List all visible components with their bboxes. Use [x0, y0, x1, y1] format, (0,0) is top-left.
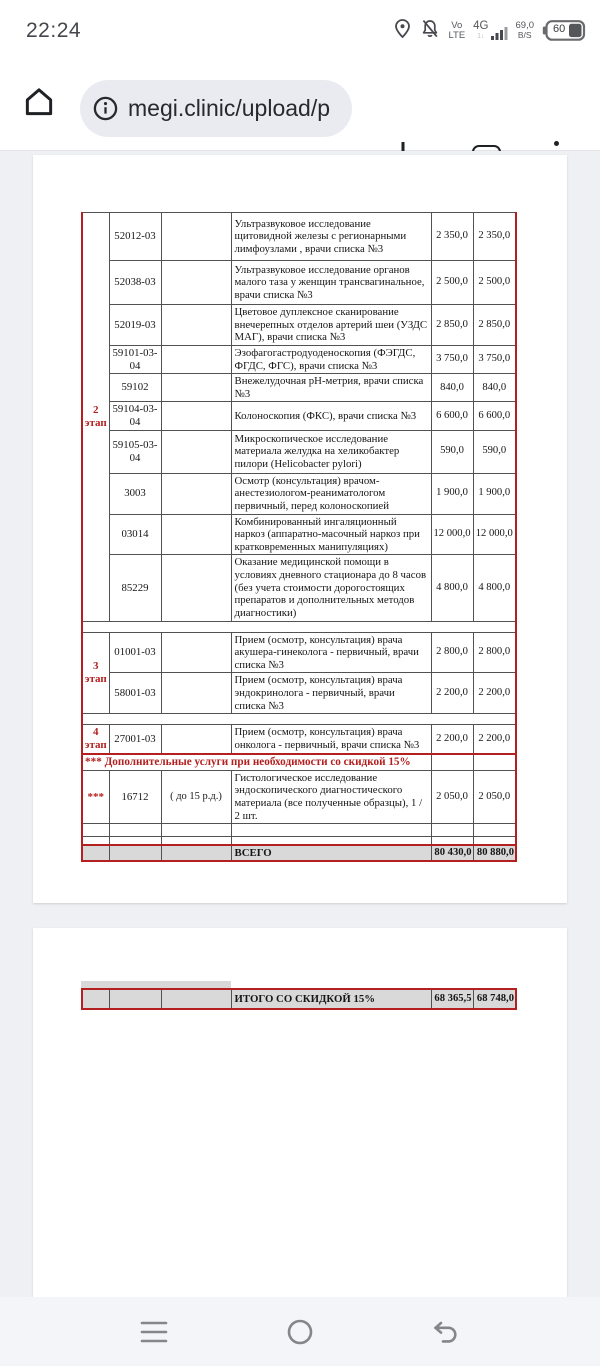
additional-services-note: *** Дополнительные услуги при необходимости со скидкой 15% — [82, 754, 431, 771]
price-cell: 4 800,0 — [431, 555, 473, 621]
doc-table-row — [82, 430, 516, 473]
discount-total-table — [81, 988, 517, 1010]
web-content — [0, 151, 600, 1297]
total-price-cell: 80 880,0 — [473, 845, 516, 862]
summary-empty-cell — [161, 989, 231, 1009]
volte-indicator: Vo LTE — [448, 19, 466, 41]
summary-empty-cell — [82, 989, 109, 1009]
doc-table-row — [82, 305, 516, 346]
spacer-row-cell — [82, 714, 516, 725]
price-cell: 2 850,0 — [431, 305, 473, 346]
total-price-cell: 80 430,0 — [431, 845, 473, 862]
summary-price-cell: 68 365,5 — [431, 989, 473, 1009]
note-cell — [161, 430, 231, 473]
back-button[interactable] — [430, 1317, 462, 1347]
price-cell: 2 500,0 — [431, 261, 473, 305]
stage-cell: *** — [82, 770, 109, 824]
desc-cell: Осмотр (консультация) врачом-анестезиологом-реаниматологом первичный, перед колоноскопией — [231, 473, 431, 514]
spacer-row-cell — [82, 621, 516, 632]
price-cell: 590,0 — [431, 430, 473, 473]
code-cell: 27001-03 — [109, 725, 161, 754]
price-cell: 3 750,0 — [473, 345, 516, 373]
doc-table-row — [82, 261, 516, 305]
price-cell: 2 050,0 — [431, 770, 473, 824]
note-cell — [161, 473, 231, 514]
desc-cell: Прием (осмотр, консультация) врача онколога - первичный, врачи списка №3 — [231, 725, 431, 754]
note-cell — [161, 345, 231, 373]
empty-cell — [473, 824, 516, 837]
code-cell: 52012-03 — [109, 213, 161, 261]
desc-cell: Комбинированный ингаляционный наркоз (аппаратно-масочный наркоз при кратковременных манипуляциях) — [231, 514, 431, 555]
price-cell: 2 050,0 — [473, 770, 516, 824]
summary-label-cell: ИТОГО СО СКИДКОЙ 15% — [231, 989, 431, 1009]
price-cell: 2 200,0 — [431, 673, 473, 714]
empty-cell — [473, 837, 516, 845]
desc-cell: Цветовое дуплексное сканирование внечерепных отделов артерий шеи (УЗДС МАГ), врачи списка №3 — [231, 305, 431, 346]
total-empty-cell — [82, 845, 109, 862]
desc-cell: Прием (осмотр, консультация) врача эндокринолога - первичный, врачи списка №3 — [231, 673, 431, 714]
desc-cell: Колоноскопия (ФКС), врачи списка №3 — [231, 402, 431, 430]
desc-cell: Ультразвуковое исследование щитовидной железы с регионарными лимфоузлами , врачи списка №3 — [231, 213, 431, 261]
empty-cell — [431, 837, 473, 845]
price-cell: 4 800,0 — [473, 555, 516, 621]
empty-cell — [231, 824, 431, 837]
url-text: megi.clinic/upload/p — [128, 95, 331, 121]
home-button[interactable] — [21, 84, 57, 120]
note-cell — [161, 555, 231, 621]
doc-table-row — [82, 770, 516, 824]
doc-table-row — [82, 555, 516, 621]
code-cell: 52038-03 — [109, 261, 161, 305]
price-cell — [473, 754, 516, 771]
doc-table-row — [82, 837, 516, 845]
note-cell — [161, 374, 231, 402]
doc-table-row — [82, 725, 516, 754]
total-empty-cell — [161, 845, 231, 862]
empty-cell — [82, 824, 109, 837]
code-cell: 16712 — [109, 770, 161, 824]
summary-price-cell: 68 748,0 — [473, 989, 516, 1009]
url-bar[interactable] — [80, 80, 352, 137]
total-empty-cell — [109, 845, 161, 862]
price-cell: 2 200,0 — [473, 673, 516, 714]
price-cell: 840,0 — [473, 374, 516, 402]
home-circle-icon — [286, 1318, 314, 1346]
price-cell: 1 900,0 — [473, 473, 516, 514]
notifications-muted-icon — [420, 18, 440, 44]
desc-cell: Гистологическое исследование эндоскопического диагностического материала (все полученные образцы), 1 / 2 шт. — [231, 770, 431, 824]
signal-bars-icon — [491, 25, 508, 40]
price-cell: 3 750,0 — [431, 345, 473, 373]
code-cell: 85229 — [109, 555, 161, 621]
price-cell: 12 000,0 — [431, 514, 473, 555]
price-cell: 6 600,0 — [473, 402, 516, 430]
note-cell — [161, 725, 231, 754]
stage-cell: 4 этап — [82, 725, 109, 754]
note-cell — [161, 305, 231, 346]
home-icon — [21, 84, 57, 120]
code-cell: 52019-03 — [109, 305, 161, 346]
empty-cell — [82, 837, 109, 845]
browser-toolbar — [0, 55, 600, 151]
menu-dot — [554, 141, 559, 146]
status-icons — [393, 18, 586, 44]
note-cell — [161, 673, 231, 714]
note-cell — [161, 514, 231, 555]
doc-table-row — [82, 673, 516, 714]
code-cell: 58001-03 — [109, 673, 161, 714]
code-cell: 3003 — [109, 473, 161, 514]
doc-table-row — [82, 345, 516, 373]
price-cell: 840,0 — [431, 374, 473, 402]
price-cell: 2 200,0 — [431, 725, 473, 754]
code-cell: 01001-03 — [109, 632, 161, 673]
doc-table-row — [82, 473, 516, 514]
desc-cell: Эзофагогастродуоденоскопия (ФЭГДС, ФГДС, ФГС), врачи списка №3 — [231, 345, 431, 373]
cellular-signal — [473, 21, 507, 40]
empty-cell — [109, 824, 161, 837]
desc-cell: Ультразвуковое исследование органов малого таза у женщин трансвагинальное, врачи списка №3 — [231, 261, 431, 305]
battery-percent: 60 — [553, 23, 566, 35]
price-cell: 6 600,0 — [431, 402, 473, 430]
status-bar — [0, 0, 600, 55]
doc-table-row — [82, 402, 516, 430]
note-cell: ( до 15 р.д.) — [161, 770, 231, 824]
price-cell: 1 900,0 — [431, 473, 473, 514]
page-info-icon — [92, 95, 119, 122]
desc-cell: Внежелудочная рН-метрия, врачи списка №3 — [231, 374, 431, 402]
empty-cell — [161, 824, 231, 837]
summary-empty-cell — [109, 989, 161, 1009]
recents-button[interactable] — [138, 1317, 170, 1347]
desc-cell: Прием (осмотр, консультация) врача акушера-гинеколога - первичный, врачи списка №3 — [231, 632, 431, 673]
code-cell: 59101-03-04 — [109, 345, 161, 373]
total-label-cell: ВСЕГО — [231, 845, 431, 862]
doc-table-row — [82, 374, 516, 402]
battery-icon — [542, 20, 586, 41]
note-cell — [161, 213, 231, 261]
price-cell: 590,0 — [473, 430, 516, 473]
code-cell: 59102 — [109, 374, 161, 402]
doc-table-row — [82, 824, 516, 837]
network-speed: 69,0 B/S — [515, 20, 534, 41]
price-table — [81, 212, 517, 862]
price-cell — [431, 754, 473, 771]
empty-cell — [109, 837, 161, 845]
doc-table-row — [82, 754, 516, 771]
empty-cell — [161, 837, 231, 845]
note-cell — [161, 632, 231, 673]
empty-cell — [231, 837, 431, 845]
price-cell: 2 200,0 — [473, 725, 516, 754]
document-page-1 — [33, 155, 567, 903]
doc-table-row — [82, 845, 516, 862]
doc-table-row — [82, 514, 516, 555]
note-cell — [161, 261, 231, 305]
system-navbar — [0, 1297, 600, 1366]
doc-table-row — [82, 621, 516, 632]
code-cell: 59105-03-04 — [109, 430, 161, 473]
stage-cell: 2 этап — [82, 213, 109, 622]
price-cell: 2 500,0 — [473, 261, 516, 305]
price-cell: 2 850,0 — [473, 305, 516, 346]
note-cell — [161, 402, 231, 430]
price-cell: 2 800,0 — [473, 632, 516, 673]
document-page-2 — [33, 928, 567, 1297]
desc-cell: Оказание медицинской помощи в условиях дневного стационара до 8 часов (без учета стоимости дорогостоящих препаратов и дополнительных методов диагностики) — [231, 555, 431, 621]
doc-table-row — [82, 213, 516, 261]
doc-table-row — [82, 632, 516, 673]
empty-cell — [431, 824, 473, 837]
recents-icon — [140, 1320, 168, 1344]
code-cell: 59104-03-04 — [109, 402, 161, 430]
back-icon — [431, 1319, 461, 1345]
location-icon — [393, 18, 412, 44]
sim-badge: 1↓ — [477, 32, 485, 40]
doc-table-row — [82, 714, 516, 725]
summary-row — [82, 989, 516, 1009]
price-cell: 2 800,0 — [431, 632, 473, 673]
code-cell: 03014 — [109, 514, 161, 555]
status-time: 22:24 — [26, 18, 82, 42]
desc-cell: Микроскопическое исследование материала желудка на хеликобактер пилори (Helicobacter pylori) — [231, 430, 431, 473]
stage-cell: 3 этап — [82, 632, 109, 714]
price-cell: 2 350,0 — [473, 213, 516, 261]
home-nav-button[interactable] — [284, 1317, 316, 1347]
price-cell: 12 000,0 — [473, 514, 516, 555]
network-type-label: 4G — [473, 20, 489, 33]
price-cell: 2 350,0 — [431, 213, 473, 261]
